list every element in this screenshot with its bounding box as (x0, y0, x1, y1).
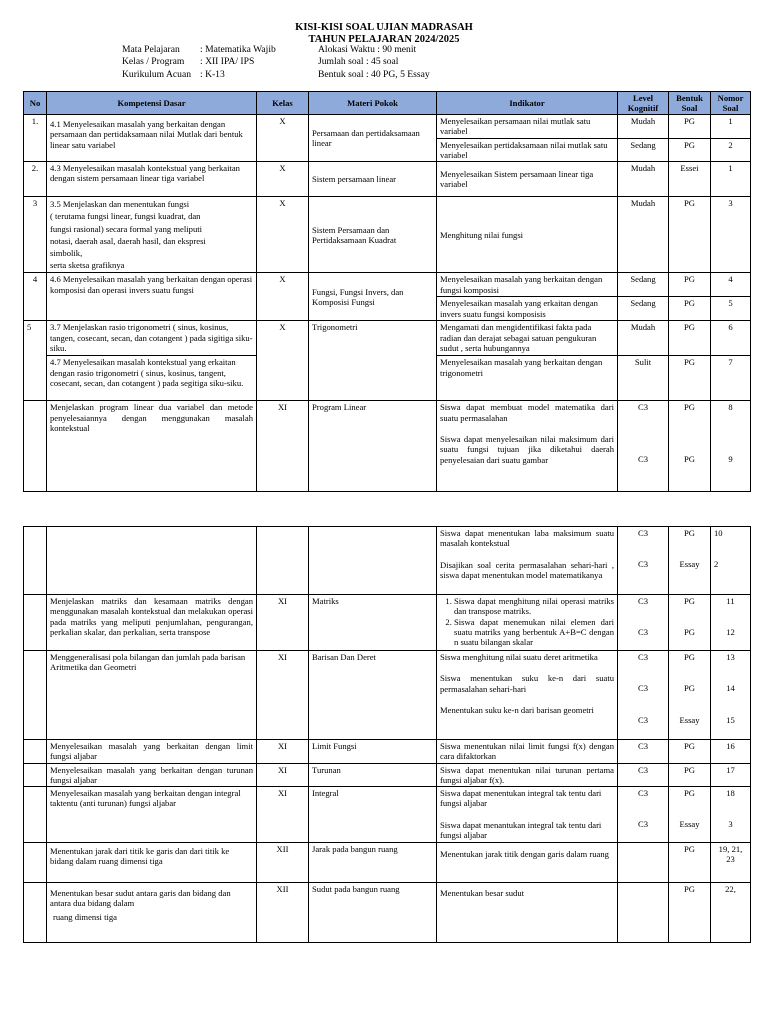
table-header-row (24, 92, 751, 115)
competency-cell: Menentukan jarak dari titik ke garis dan dari titik ke bidang dalam ruang dimensi tiga (47, 843, 257, 883)
type-cell (669, 595, 711, 651)
col-topic: Materi Pokok (309, 92, 437, 115)
table-row (24, 883, 751, 943)
level-item: C3 (637, 528, 649, 538)
table-row (24, 527, 751, 595)
exam-info (122, 44, 430, 81)
number-item: 8 (728, 402, 733, 413)
row-number: 5 (24, 321, 47, 401)
row-number: 2. (24, 162, 47, 197)
topic-cell: Integral (309, 787, 437, 843)
competency-cell: Menggeneralisasi pola bilangan dan jumlah pada barisan Aritmetika dan Geometri (47, 651, 257, 740)
indicator-item: Siswa dapat menentukan laba maksimum suatu masalah kontekstual (440, 528, 614, 549)
type-item: Essay (679, 714, 700, 725)
competency-line: simbolik, (50, 248, 83, 258)
type-cell: Essei (669, 162, 711, 197)
competency-line: fungsi rasional) secara formal yang meliputi (50, 223, 203, 234)
type-cell: PG (669, 763, 711, 787)
level-cell: Sedang (618, 138, 669, 162)
level-cell (618, 401, 669, 492)
table-row (24, 843, 751, 883)
number-cell: 4 (711, 273, 751, 297)
table-row (24, 321, 751, 356)
topic-cell: Barisan Dan Deret (309, 651, 437, 740)
competency-cell: 4.1 Menyelesaikan masalah yang berkaitan dengan persamaan dan pertidaksamaan nilai Mutlak dari bentuk linear satu variabel (47, 115, 257, 162)
competency-cell: 4.7 Menyelesaikan masalah kontekstual yang erkaitan dengan rasio trigonometri ( sinus, kosinus, tangent, cosecant, secan, dan cotangent ) pada segitiga siku-siku. (47, 356, 257, 401)
table-row (24, 787, 751, 843)
level-cell: C3 (618, 763, 669, 787)
competency-cell: Menjelaskan matriks dan kesamaan matriks dengan menggunakan masalah kontekstual dan melakukan operasi pada matriks yang meliputi penjumlahan, pengurangan, perkalian skalar, dan perkalian, serta transpose (47, 595, 257, 651)
competency-line: 3.5 Menjelaskan dan menentukan fungsi (50, 199, 190, 210)
indicator-cell: Menyelesaikan pertidaksamaan nilai mutlak satu variabel (437, 138, 618, 162)
type-item: PG (684, 652, 695, 662)
type-cell: PG (669, 138, 711, 162)
class-cell: XI (257, 763, 309, 787)
grid-table-page-2 (23, 526, 751, 943)
table-row (24, 273, 751, 297)
indicator-cell: Menyelesaikan Sistem persamaan linear tiga variabel (437, 162, 618, 197)
subject-value: : Matematika Wajib (200, 44, 276, 55)
topic-cell: Jarak pada bangun ruang (309, 843, 437, 883)
type-cell: PG (669, 273, 711, 297)
level-item: C3 (637, 788, 649, 799)
indicator-cell (437, 401, 618, 492)
number-item: 9 (728, 453, 733, 464)
type-item: PG (684, 683, 695, 694)
class-cell: XI (257, 651, 309, 740)
number-cell: 3 (711, 197, 751, 273)
indicator-cell: Menghitung nilai fungsi (437, 197, 618, 273)
subject-label: Mata Pelajaran (122, 44, 180, 55)
number-item: 10 (714, 528, 723, 538)
level-cell: Mudah (618, 162, 669, 197)
number-cell: 2 (711, 138, 751, 162)
indicator-item: 1. Siswa dapat menghitung nilai operasi matriks dan transpose matriks. (454, 596, 614, 617)
competency-line: serta sketsa grafiknya (50, 260, 125, 271)
level-item: C3 (637, 652, 649, 662)
class-cell: XII (257, 883, 309, 943)
topic-cell: Turunan (309, 763, 437, 787)
document-title: KISI-KISI SOAL UJIAN MADRASAH (295, 22, 473, 33)
number-item: 18 (726, 788, 735, 799)
indicator-cell (437, 595, 618, 651)
question-format: Bentuk soal : 40 PG, 5 Essay (318, 68, 430, 80)
indicator-cell (437, 787, 618, 843)
class-cell: X (257, 321, 309, 401)
number-cell (711, 651, 751, 740)
indicator-item: Siswa menghitung nilai suatu deret aritmetika (440, 652, 598, 662)
row-number (24, 843, 47, 883)
level-item: C3 (637, 627, 649, 638)
indicator-cell (437, 651, 618, 740)
row-number (24, 401, 47, 492)
class-cell: X (257, 197, 309, 273)
indicator-cell (437, 527, 618, 595)
type-item: PG (684, 528, 695, 538)
col-competency: Kompetensi Dasar (47, 92, 257, 115)
competency-cell (47, 883, 257, 943)
topic-cell: Sudut pada bangun ruang (309, 883, 437, 943)
class-cell: X (257, 115, 309, 162)
competency-line: ( terutama fungsi linear, fungsi kuadrat, dan (50, 211, 201, 222)
class-cell (257, 527, 309, 595)
number-item: 12 (726, 627, 735, 638)
row-number (24, 763, 47, 787)
table-row (24, 115, 751, 139)
grid-table-page-1 (23, 91, 751, 492)
level-cell: Mudah (618, 321, 669, 356)
topic-cell: Persamaan dan pertidaksamaan linear (309, 115, 437, 162)
level-cell: C3 (618, 740, 669, 764)
level-item: C3 (637, 819, 649, 830)
col-number: Nomor Soal (711, 92, 751, 115)
table-row (24, 651, 751, 740)
time-allocation: Alokasi Waktu : 90 menit (318, 44, 417, 55)
type-item: PG (684, 627, 695, 638)
row-number (24, 595, 47, 651)
competency-cell: 4.6 Menyelesaikan masalah yang berkaitan dengan operasi komposisi dan operasi invers suatu fungsi (47, 273, 257, 321)
number-cell: 22, (711, 883, 751, 943)
row-number (24, 883, 47, 943)
competency-cell: Menyelesaikan masalah yang berkaitan dengan turunan fungsi aljabar (47, 763, 257, 787)
type-cell: PG (669, 297, 711, 321)
indicator-cell: Menyelesaikan masalah yang berkaitan dengan trigonometri (437, 356, 618, 401)
type-item: PG (684, 402, 695, 413)
number-cell: 19, 21, 23 (711, 843, 751, 883)
number-item: 3 (728, 819, 733, 830)
competency-cell: 4.3 Menyelesaikan masalah kontekstual yang berkaitan dengan sistem persamaan linear tiga variabel (47, 162, 257, 197)
document-header (0, 22, 768, 46)
class-cell: XI (257, 740, 309, 764)
competency-line: ruang dimensi tiga (53, 911, 117, 922)
indicator-cell: Menentukan besar sudut (437, 883, 618, 943)
topic-cell (309, 527, 437, 595)
class-cell: XI (257, 401, 309, 492)
type-cell: PG (669, 356, 711, 401)
type-cell (669, 651, 711, 740)
level-item: C3 (637, 402, 649, 413)
indicator-cell: Menentukan jarak titik dengan garis dalam ruang (437, 843, 618, 883)
type-cell (669, 527, 711, 595)
topic-cell: Fungsi, Fungsi Invers, dan Komposisi Fungsi (309, 273, 437, 321)
level-cell: Sedang (618, 273, 669, 297)
level-item: C3 (637, 559, 649, 570)
number-cell (711, 527, 751, 595)
class-cell: XI (257, 595, 309, 651)
col-level: Level Kognitif (618, 92, 669, 115)
level-cell: Mudah (618, 115, 669, 139)
topic-cell: Sistem persamaan linear (309, 162, 437, 197)
topic-cell: Trigonometri (309, 321, 437, 401)
row-number (24, 787, 47, 843)
competency-line: notasi, daerah asal, daerah hasil, dan ekspresi (50, 235, 206, 246)
indicator-cell: Menyelesaikan masalah yang berkaitan dengan fungsi komposisi (437, 273, 618, 297)
type-item: PG (684, 453, 695, 464)
competency-cell: Menyelesaikan masalah yang berkaitan dengan limit fungsi aljabar (47, 740, 257, 764)
indicator-cell: Siswa dapat menentukan nilai turunan pertama fungsi aljabar f(x). (437, 763, 618, 787)
indicator-cell: Menyelesaikan persamaan nilai mutlak satu variabel (437, 115, 618, 139)
number-item: 11 (726, 596, 735, 606)
competency-cell (47, 197, 257, 273)
class-cell: XII (257, 843, 309, 883)
indicator-list (440, 596, 614, 647)
indicator-item: Siswa menentukan suku ke-n dari suatu permasalahan sehari-hari (440, 673, 614, 694)
row-number (24, 740, 47, 764)
indicator-cell: Menyelesaikan masalah yang erkaitan dengan invers suatu fungsi komposisis (437, 297, 618, 321)
class-value: : XII IPA/ IPS (200, 56, 255, 68)
type-cell: PG (669, 321, 711, 356)
type-item: Essay (679, 559, 700, 570)
type-cell: PG (669, 883, 711, 943)
col-type: Bentuk Soal (669, 92, 711, 115)
curriculum-value: : K-13 (200, 68, 225, 80)
type-item: PG (684, 788, 695, 799)
number-item: 2 (714, 559, 719, 570)
table-row (24, 162, 751, 197)
level-item: C3 (637, 714, 649, 725)
indicator-cell: Mengamati dan mengidentifikasi fakta pada radian dan derajat sebagai satuan pengukuran sudut , serta hubungannya (437, 321, 618, 356)
competency-line: Menentukan besar sudut antara garis dan bidang dan antara dua bidang dalam (50, 888, 231, 909)
number-cell: 7 (711, 356, 751, 401)
row-number: 3 (24, 197, 47, 273)
number-cell: 6 (711, 321, 751, 356)
type-cell: PG (669, 843, 711, 883)
number-cell (711, 595, 751, 651)
type-item: Essay (679, 819, 700, 830)
level-cell (618, 843, 669, 883)
topic-cell: Sistem Persamaan dan Pertidaksamaan Kuadrat (309, 197, 437, 273)
indicator-item: Siswa dapat menantukan integral tak tentu dari fungsi aljabar (440, 819, 602, 841)
indicator-item: Disajikan soal cerita permasalahan sehari-hari , siswa dapat menentukan model matematikanya (440, 559, 614, 580)
indicator-item: Siswa dapat membuat model matematika dari suatu permasalahan (440, 402, 614, 423)
number-item: 14 (726, 683, 735, 694)
competency-cell: Menjelaskan program linear dua variabel dan metode penyelesaiannya dengan menggunakan masalah kontekstual (47, 401, 257, 492)
document-subtitle: TAHUN PELAJARAN 2024/2025 (308, 34, 460, 45)
indicator-item: 2. Siswa dapat menemukan nilai elemen dari suatu matriks yang berbentuk A+B=C dengan n suatu bilangan skalar (454, 617, 614, 648)
row-number (24, 651, 47, 740)
competency-cell: Menyelesaikan masalah yang berkaitan dengan integral taktentu (anti turunan) fungsi aljabar (47, 787, 257, 843)
number-cell: 16 (711, 740, 751, 764)
table-row (24, 401, 751, 492)
level-cell (618, 883, 669, 943)
level-cell (618, 651, 669, 740)
indicator-item: Siswa dapat menyelesaikan nilai maksimum dari suatu fungsi tujuan jika diketahui daerah penyelesaian dari suatu gambar (440, 434, 614, 465)
question-count: Jumlah soal : 45 soal (318, 56, 399, 68)
type-cell: PG (669, 115, 711, 139)
competency-cell: 3.7 Menjelaskan rasio trigonometri ( sinus, kosinus, tangen, cosecant, secan, dan cotangent ) pada sigitiga siku-siku. (47, 321, 257, 356)
competency-cell (47, 527, 257, 595)
indicator-cell: Siswa menentukan nilai limit fungsi f(x) dengan cara difaktorkan (437, 740, 618, 764)
class-cell: XI (257, 787, 309, 843)
level-item: C3 (637, 596, 649, 606)
level-cell (618, 595, 669, 651)
level-cell: Sedang (618, 297, 669, 321)
level-item: C3 (637, 453, 649, 464)
level-item: C3 (637, 683, 649, 694)
topic-cell: Limit Fungsi (309, 740, 437, 764)
number-item: 15 (726, 714, 735, 725)
col-no: No (24, 92, 47, 115)
table-row (24, 595, 751, 651)
col-class: Kelas (257, 92, 309, 115)
table-row (24, 740, 751, 764)
class-cell: X (257, 162, 309, 197)
class-cell: X (257, 273, 309, 321)
table-row (24, 763, 751, 787)
level-cell (618, 787, 669, 843)
curriculum-label: Kurikulum Acuan (122, 68, 192, 80)
topic-cell: Matriks (309, 595, 437, 651)
type-item: PG (684, 596, 695, 606)
number-cell: 1 (711, 115, 751, 139)
level-cell (618, 527, 669, 595)
class-label: Kelas / Program (122, 56, 185, 68)
row-number (24, 527, 47, 595)
level-cell: Mudah (618, 197, 669, 273)
number-cell (711, 401, 751, 492)
table-row (24, 197, 751, 273)
indicator-item: Siswa dapat menentukan integral tak tentu dari fungsi aljabar (440, 788, 602, 809)
type-cell (669, 787, 711, 843)
number-cell: 1 (711, 162, 751, 197)
level-cell: Sulit (618, 356, 669, 401)
number-cell: 17 (711, 763, 751, 787)
type-cell: PG (669, 740, 711, 764)
topic-cell: Program Linear (309, 401, 437, 492)
col-indicator: Indikator (437, 92, 618, 115)
type-cell: PG (669, 197, 711, 273)
number-cell (711, 787, 751, 843)
row-number: 1. (24, 115, 47, 162)
number-item: 13 (726, 652, 735, 662)
row-number: 4 (24, 273, 47, 321)
number-cell: 5 (711, 297, 751, 321)
indicator-item: Menentukan suku ke-n dari barisan geometri (440, 704, 594, 715)
type-cell (669, 401, 711, 492)
